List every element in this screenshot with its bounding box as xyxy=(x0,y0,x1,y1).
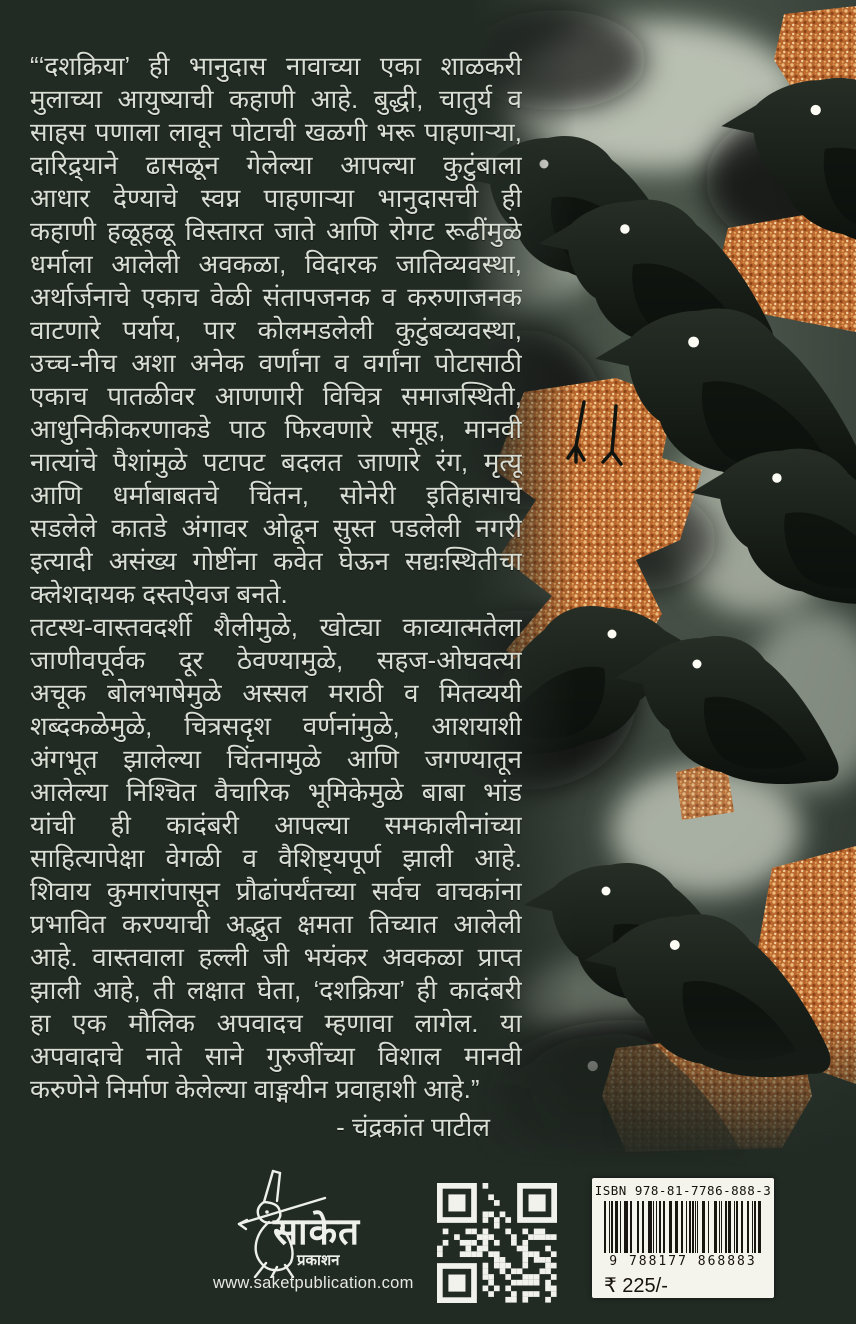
blurb-line: आधुनिकीकरणाकडे पाठ फिरवणारे समूह, मानवी xyxy=(30,414,522,444)
blurb-line: प्रभावित करण्याची अद्भुत क्षमता तिच्यात आलेली xyxy=(30,909,522,939)
blurb-line: अपवादाचे नाते साने गुरुजींच्या विशाल मानवी xyxy=(30,1041,522,1071)
blurb-line: धर्माला आलेली अवकळा, विदारक जातिव्यवस्था, xyxy=(30,249,522,279)
blurb-line: हा एक मौलिक अपवादच म्हणावा लागेल. या xyxy=(30,1008,522,1038)
blurb-line: जाणीवपूर्वक दूर ठेवण्यामुळे, सहज-ओघवत्या xyxy=(30,645,522,675)
blurb-line: उच्च-नीच अशा अनेक वर्णांना व वर्गांना पोटासाठी xyxy=(30,348,522,378)
ean-barcode-icon xyxy=(604,1201,762,1253)
reviewer-attribution: - चंद्रकांत पाटील xyxy=(336,1112,490,1142)
blurb-line: आलेल्या निश्चित वैचारिक भूमिकेमुळे बाबा भांड xyxy=(30,777,522,807)
blurb-line: कहाणी हळूहळू विस्तारत जाते आणि रोगट रूढींमुळे xyxy=(30,216,522,246)
blurb-line: दारिद्र्याने ढासळून गेलेल्या आपल्या कुटुंबाला xyxy=(30,150,522,180)
isbn-barcode xyxy=(592,1178,774,1298)
blurb-line: वाटणारे पर्याय, पार कोलमडलेली कुटुंबव्यवस्था, xyxy=(30,315,522,345)
publisher-name: साकेत xyxy=(273,1209,361,1253)
price: ₹ 225/- xyxy=(604,1275,668,1297)
qr-code-icon xyxy=(437,1183,557,1303)
blurb-line: अचूक बोलभाषेमुळे अस्सल मराठी व मितव्ययी xyxy=(30,678,522,708)
blurb-line: एकाच पातळीवर आणणारी विचित्र समाजस्थिती, xyxy=(30,381,522,411)
blurb-line: अर्थार्जनाचे एकाच वेळी संतापजनक व करुणाजनक xyxy=(30,282,522,312)
crow-artwork xyxy=(466,0,856,1170)
blurb-line: करुणेने निर्माण केलेल्या वाङ्मयीन प्रवाहाशी आहे.” xyxy=(30,1074,480,1104)
isbn-number: ISBN 978-81-7786-888-3 xyxy=(594,1183,772,1198)
publisher-name-sub: प्रकाशन xyxy=(297,1252,340,1269)
publisher-website: www.saketpublication.com xyxy=(213,1274,414,1292)
blurb-line: तटस्थ-वास्तवदर्शी शैलीमुळे, खोट्या काव्यात्मतेला xyxy=(30,612,522,642)
blurb-line: आहे. वास्तवाला हल्ली जी भयंकर अवकळा प्राप्त xyxy=(30,942,522,972)
blurb-line: क्लेशदायक दस्तऐवज बनते. xyxy=(30,579,288,609)
blurb-line: यांची ही कादंबरी आपल्या समकालीनांच्या xyxy=(30,810,522,840)
publisher-logo xyxy=(213,1168,414,1298)
barcode-digits: 9 788177 868883 xyxy=(609,1254,757,1269)
blurb-line: साहस पणाला लावून पोटाची खळगी भरू पाहणाऱ्या, xyxy=(30,117,522,147)
review-blurb xyxy=(30,50,522,1106)
blurb-line: अंगभूत झालेल्या चिंतनामुळे आणि जगण्यातून xyxy=(30,744,522,774)
blurb-line: आधार देण्याचे स्वप्न पाहणाऱ्या भानुदासची ही xyxy=(30,183,522,213)
blurb-line: आणि धर्माबाबतचे चिंतन, सोनेरी इतिहासाचे xyxy=(30,480,522,510)
blurb-line: साहित्यापेक्षा वेगळी व वैशिष्ट्यपूर्ण झाली आहे. xyxy=(30,843,522,873)
blurb-line: सडलेले कातडे अंगावर ओढून सुस्त पडलेली नगरी xyxy=(30,513,522,543)
blurb-line: झाली आहे, ती लक्षात घेता, ‘दशक्रिया’ ही कादंबरी xyxy=(30,975,522,1005)
blurb-line: मुलाच्या आयुष्याची कहाणी आहे. बुद्धी, चातुर्य व xyxy=(30,84,522,114)
blurb-line: “‘दशक्रिया’ ही भानुदास नावाच्या एका शाळकरी xyxy=(30,51,522,81)
blurb-line: शब्दकळेमुळे, चित्रसदृश वर्णनांमुळे, आशयाशी xyxy=(30,711,522,741)
blurb-line: इत्यादी असंख्य गोष्टींना कवेत घेऊन सद्यःस्थितीचा xyxy=(30,546,522,576)
blurb-line: नात्यांचे पैशांमुळे पटापट बदलत जाणारे रंग, मृत्यू xyxy=(30,447,522,477)
blurb-line: शिवाय कुमारांपासून प्रौढांपर्यंतच्या सर्वच वाचकांना xyxy=(30,876,522,906)
